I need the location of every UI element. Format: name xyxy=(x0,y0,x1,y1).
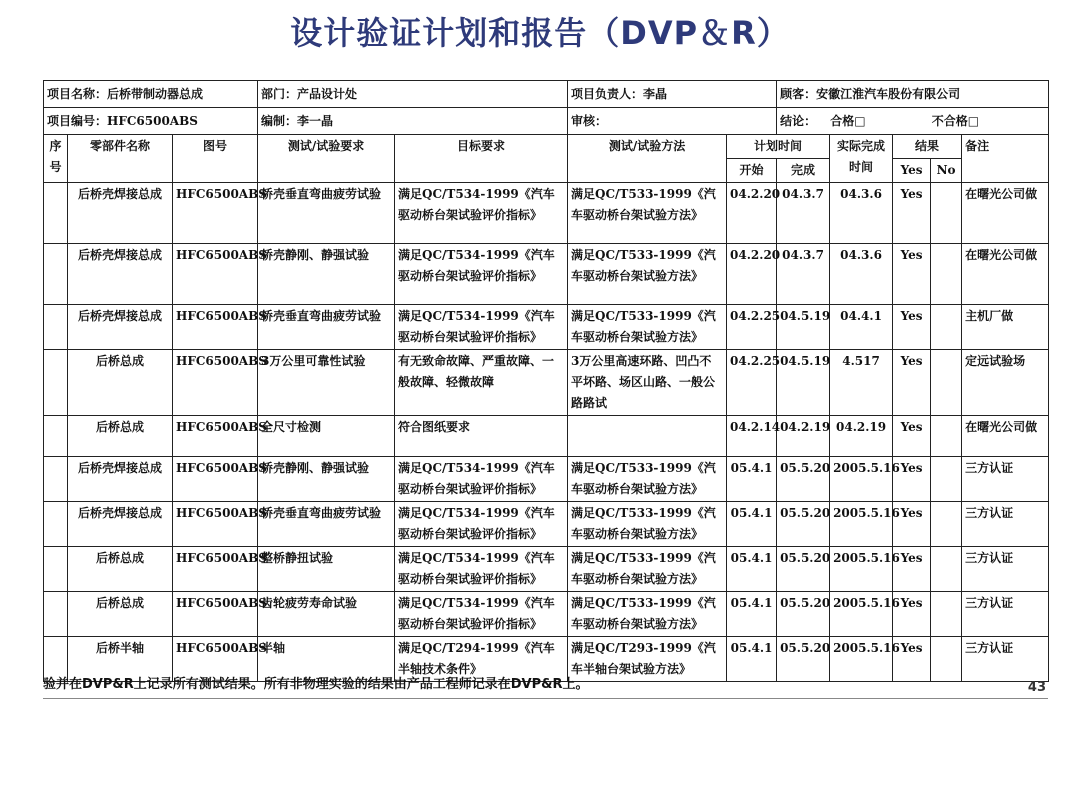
col-result-header: 结果 xyxy=(893,135,962,159)
part-name-cell: 后桥总成 xyxy=(68,547,173,592)
actual-finish-cell: 4.517 xyxy=(830,350,893,416)
remark-cell: 在曙光公司做 xyxy=(962,183,1049,244)
table-row xyxy=(44,416,1049,457)
footer-note xyxy=(43,672,1048,699)
test-requirement-cell: 半轴 xyxy=(258,637,395,682)
col-part-header: 零部件名称 xyxy=(68,135,173,183)
info-row-2 xyxy=(44,108,1049,135)
actual-finish-cell: 04.2.19 xyxy=(830,416,893,457)
actual-finish-cell: 2005.5.16 xyxy=(830,502,893,547)
row-number-cell xyxy=(44,547,68,592)
test-method-cell xyxy=(568,416,727,457)
result-no-cell xyxy=(931,592,962,637)
plan-start-cell: 04.2.20 xyxy=(727,244,777,305)
actual-finish-cell: 2005.5.16 xyxy=(830,637,893,682)
test-method-cell: 满足QC/T533-1999《汽车驱动桥台架试验方法》 xyxy=(568,183,727,244)
department: 部门：产品设计处 xyxy=(258,81,568,108)
result-no-cell xyxy=(931,183,962,244)
project-number: 项目编号：HFC6500ABS xyxy=(44,108,258,135)
result-yes-cell: Yes xyxy=(893,637,931,682)
plan-finish-cell: 05.5.20 xyxy=(777,547,830,592)
row-number-cell xyxy=(44,592,68,637)
col-test-header: 测试/试验要求 xyxy=(258,135,395,183)
test-method-cell: 3万公里高速环路、凹凸不平坏路、场区山路、一般公路路试 xyxy=(568,350,727,416)
dvpr-table xyxy=(43,80,1049,682)
target-requirement-cell: 符合图纸要求 xyxy=(395,416,568,457)
target-requirement-cell: 满足QC/T534-1999《汽车驱动桥台架试验评价指标》 xyxy=(395,592,568,637)
test-method-cell: 满足QC/T533-1999《汽车驱动桥台架试验方法》 xyxy=(568,502,727,547)
result-yes-cell: Yes xyxy=(893,350,931,416)
result-no-cell xyxy=(931,350,962,416)
plan-start-cell: 05.4.1 xyxy=(727,502,777,547)
col-no-header: 序号 xyxy=(44,135,68,183)
remark-cell: 在曙光公司做 xyxy=(962,416,1049,457)
page-title: 设计验证计划和报告（DVP＆R） xyxy=(290,14,790,52)
dvpr-table-container xyxy=(43,80,1048,682)
plan-finish-cell: 05.5.20 xyxy=(777,637,830,682)
drawing-number-cell: HFC6500ABS xyxy=(173,183,258,244)
footer-text: 验并在DVP&R上记录所有测试结果。所有非物理实验的结果由产品工程师记录在DVP&R上。 xyxy=(43,677,589,692)
table-row xyxy=(44,244,1049,305)
reviewer: 审核： xyxy=(568,108,777,135)
row-number-cell xyxy=(44,457,68,502)
plan-finish-cell: 04.3.7 xyxy=(777,183,830,244)
table-row xyxy=(44,502,1049,547)
result-no-cell xyxy=(931,244,962,305)
remark-cell: 主机厂做 xyxy=(962,305,1049,350)
col-start-header: 开始 xyxy=(727,159,777,183)
remark-cell: 定远试验场 xyxy=(962,350,1049,416)
test-method-cell: 满足QC/T293-1999《汽车半轴台架试验方法》 xyxy=(568,637,727,682)
row-number-cell xyxy=(44,350,68,416)
part-name-cell: 后桥总成 xyxy=(68,350,173,416)
result-no-cell xyxy=(931,416,962,457)
info-row-1 xyxy=(44,81,1049,108)
test-method-cell: 满足QC/T533-1999《汽车驱动桥台架试验方法》 xyxy=(568,592,727,637)
row-number-cell xyxy=(44,502,68,547)
drawing-number-cell: HFC6500ABS xyxy=(173,637,258,682)
part-name-cell: 后桥总成 xyxy=(68,416,173,457)
row-number-cell xyxy=(44,416,68,457)
drawing-number-cell: HFC6500ABS xyxy=(173,502,258,547)
actual-finish-cell: 2005.5.16 xyxy=(830,592,893,637)
col-remark-header: 备注 xyxy=(962,135,1049,183)
part-name-cell: 后桥半轴 xyxy=(68,637,173,682)
test-requirement-cell: 桥壳垂直弯曲疲劳试验 xyxy=(258,183,395,244)
plan-start-cell: 04.2.25 xyxy=(727,305,777,350)
test-requirement-cell: 桥壳静刚、静强试验 xyxy=(258,457,395,502)
col-plan-time-header: 计划时间 xyxy=(727,135,830,159)
result-yes-cell: Yes xyxy=(893,305,931,350)
part-name-cell: 后桥壳焊接总成 xyxy=(68,305,173,350)
row-number-cell xyxy=(44,305,68,350)
fail-checkbox[interactable]: 不合格□ xyxy=(931,113,980,128)
table-row xyxy=(44,547,1049,592)
plan-finish-cell: 04.2.19 xyxy=(777,416,830,457)
result-no-cell xyxy=(931,457,962,502)
actual-finish-cell: 2005.5.16 xyxy=(830,457,893,502)
plan-start-cell: 04.2.25 xyxy=(727,350,777,416)
test-requirement-cell: 桥壳垂直弯曲疲劳试验 xyxy=(258,502,395,547)
remark-cell: 三方认证 xyxy=(962,637,1049,682)
col-target-header: 目标要求 xyxy=(395,135,568,183)
part-name-cell: 后桥壳焊接总成 xyxy=(68,244,173,305)
remark-cell: 三方认证 xyxy=(962,592,1049,637)
plan-start-cell: 05.4.1 xyxy=(727,592,777,637)
result-yes-cell: Yes xyxy=(893,416,931,457)
target-requirement-cell: 满足QC/T534-1999《汽车驱动桥台架试验评价指标》 xyxy=(395,457,568,502)
compiler: 编制：李一晶 xyxy=(258,108,568,135)
target-requirement-cell: 满足QC/T534-1999《汽车驱动桥台架试验评价指标》 xyxy=(395,305,568,350)
test-method-cell: 满足QC/T533-1999《汽车驱动桥台架试验方法》 xyxy=(568,244,727,305)
test-method-cell: 满足QC/T533-1999《汽车驱动桥台架试验方法》 xyxy=(568,457,727,502)
table-row xyxy=(44,305,1049,350)
remark-cell: 三方认证 xyxy=(962,502,1049,547)
plan-start-cell: 04.2.20 xyxy=(727,183,777,244)
part-name-cell: 后桥壳焊接总成 xyxy=(68,457,173,502)
drawing-number-cell: HFC6500ABS xyxy=(173,244,258,305)
table-row xyxy=(44,183,1049,244)
table-row xyxy=(44,350,1049,416)
actual-finish-cell: 04.3.6 xyxy=(830,244,893,305)
test-requirement-cell: 桥壳静刚、静强试验 xyxy=(258,244,395,305)
conclusion-label: 结论： xyxy=(780,113,817,128)
drawing-number-cell: HFC6500ABS xyxy=(173,305,258,350)
remark-cell: 三方认证 xyxy=(962,547,1049,592)
plan-finish-cell: 05.5.20 xyxy=(777,502,830,547)
target-requirement-cell: 满足QC/T534-1999《汽车驱动桥台架试验评价指标》 xyxy=(395,547,568,592)
target-requirement-cell: 满足QC/T534-1999《汽车驱动桥台架试验评价指标》 xyxy=(395,244,568,305)
test-requirement-cell: 整桥静扭试验 xyxy=(258,547,395,592)
conclusion xyxy=(777,108,1049,135)
customer: 顾客：安徽江淮汽车股份有限公司 xyxy=(777,81,1049,108)
result-yes-cell: Yes xyxy=(893,592,931,637)
col-no-result-header: No xyxy=(931,159,962,183)
test-method-cell: 满足QC/T533-1999《汽车驱动桥台架试验方法》 xyxy=(568,547,727,592)
plan-finish-cell: 05.5.20 xyxy=(777,592,830,637)
col-finish-header: 完成 xyxy=(777,159,830,183)
table-row xyxy=(44,457,1049,502)
row-number-cell xyxy=(44,183,68,244)
part-name-cell: 后桥总成 xyxy=(68,592,173,637)
drawing-number-cell: HFC6500ABS xyxy=(173,350,258,416)
part-name-cell: 后桥壳焊接总成 xyxy=(68,502,173,547)
plan-finish-cell: 04.5.19 xyxy=(777,350,830,416)
result-no-cell xyxy=(931,502,962,547)
actual-finish-cell: 2005.5.16 xyxy=(830,547,893,592)
result-no-cell xyxy=(931,547,962,592)
test-requirement-cell: 全尺寸检测 xyxy=(258,416,395,457)
test-requirement-cell: 3万公里可靠性试验 xyxy=(258,350,395,416)
pass-checkbox[interactable]: 合格□ xyxy=(830,113,866,128)
test-requirement-cell: 齿轮疲劳寿命试验 xyxy=(258,592,395,637)
project-name: 项目名称：后桥带制动器总成 xyxy=(44,81,258,108)
actual-finish-cell: 04.4.1 xyxy=(830,305,893,350)
col-yes-header: Yes xyxy=(893,159,931,183)
result-yes-cell: Yes xyxy=(893,183,931,244)
drawing-number-cell: HFC6500ABS xyxy=(173,592,258,637)
plan-start-cell: 05.4.1 xyxy=(727,457,777,502)
target-requirement-cell: 满足QC/T294-1999《汽车半轴技术条件》 xyxy=(395,637,568,682)
col-drawing-header: 图号 xyxy=(173,135,258,183)
plan-finish-cell: 04.5.19 xyxy=(777,305,830,350)
project-owner: 项目负责人：李晶 xyxy=(568,81,777,108)
target-requirement-cell: 满足QC/T534-1999《汽车驱动桥台架试验评价指标》 xyxy=(395,183,568,244)
page-number: 43 xyxy=(1027,680,1046,695)
plan-start-cell: 04.2.14 xyxy=(727,416,777,457)
drawing-number-cell: HFC6500ABS xyxy=(173,457,258,502)
col-actual-header: 实际完成时间 xyxy=(830,135,893,183)
drawing-number-cell: HFC6500ABS xyxy=(173,416,258,457)
plan-finish-cell: 04.3.7 xyxy=(777,244,830,305)
plan-finish-cell: 05.5.20 xyxy=(777,457,830,502)
actual-finish-cell: 04.3.6 xyxy=(830,183,893,244)
plan-start-cell: 05.4.1 xyxy=(727,547,777,592)
result-yes-cell: Yes xyxy=(893,502,931,547)
test-method-cell: 满足QC/T533-1999《汽车驱动桥台架试验方法》 xyxy=(568,305,727,350)
drawing-number-cell: HFC6500ABS xyxy=(173,547,258,592)
test-requirement-cell: 桥壳垂直弯曲疲劳试验 xyxy=(258,305,395,350)
part-name-cell: 后桥壳焊接总成 xyxy=(68,183,173,244)
remark-cell: 三方认证 xyxy=(962,457,1049,502)
target-requirement-cell: 满足QC/T534-1999《汽车驱动桥台架试验评价指标》 xyxy=(395,502,568,547)
row-number-cell xyxy=(44,244,68,305)
plan-start-cell: 05.4.1 xyxy=(727,637,777,682)
col-method-header: 测试/试验方法 xyxy=(568,135,727,183)
result-yes-cell: Yes xyxy=(893,457,931,502)
result-no-cell xyxy=(931,305,962,350)
result-yes-cell: Yes xyxy=(893,547,931,592)
remark-cell: 在曙光公司做 xyxy=(962,244,1049,305)
target-requirement-cell: 有无致命故障、严重故障、一般故障、轻微故障 xyxy=(395,350,568,416)
header-row-1 xyxy=(44,135,1049,159)
table-row xyxy=(44,592,1049,637)
result-yes-cell: Yes xyxy=(893,244,931,305)
